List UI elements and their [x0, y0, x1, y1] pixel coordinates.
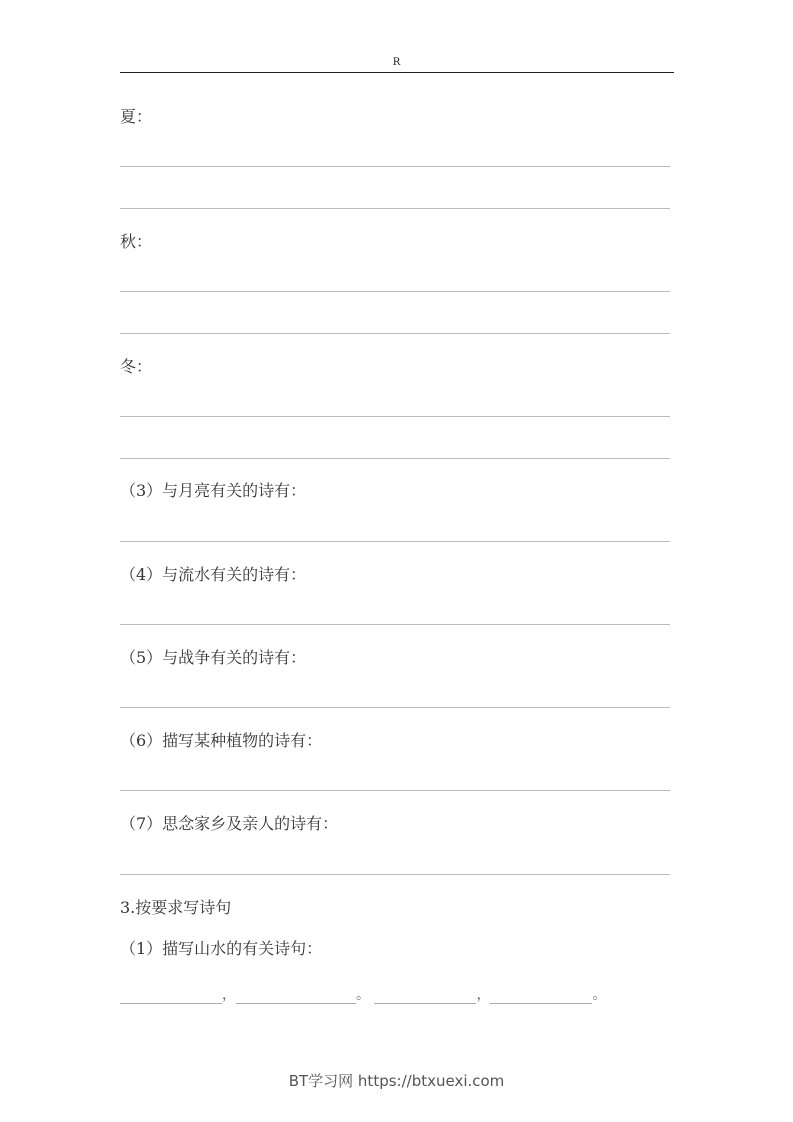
comma: ， — [476, 987, 491, 1003]
blank[interactable] — [490, 989, 592, 1004]
period: 。 — [592, 987, 607, 1003]
blank[interactable] — [374, 989, 476, 1004]
winter-label: 冬： — [120, 357, 153, 376]
answer-line[interactable] — [120, 458, 670, 459]
answer-line[interactable] — [120, 874, 670, 875]
summer-label: 夏： — [120, 107, 153, 126]
answer-line[interactable] — [120, 624, 670, 625]
blank[interactable] — [120, 989, 222, 1004]
question-water: （4）与流水有关的诗有： — [120, 565, 307, 584]
footer-watermark: BT学习网 https://btxuexi.com — [288, 1072, 505, 1090]
page-header-mark: R — [392, 57, 401, 68]
answer-line[interactable] — [120, 416, 670, 417]
blank[interactable] — [236, 989, 356, 1004]
question-moon: （3）与月亮有关的诗有： — [120, 481, 307, 500]
answer-line[interactable] — [120, 208, 670, 209]
section-3-title: 3.按要求写诗句 — [120, 898, 232, 917]
answer-line[interactable] — [120, 541, 670, 542]
header-rule — [120, 72, 674, 73]
comma: ， — [222, 987, 236, 1003]
answer-line[interactable] — [120, 333, 670, 334]
autumn-label: 秋： — [120, 232, 153, 251]
period: 。 — [356, 987, 370, 1003]
fill-blanks — [120, 984, 606, 1004]
answer-line[interactable] — [120, 166, 670, 167]
question-landscape: （1）描写山水的有关诗句： — [120, 939, 323, 958]
question-plant: （6）描写某种植物的诗有： — [120, 731, 323, 750]
answer-line[interactable] — [120, 707, 670, 708]
answer-line[interactable] — [120, 291, 670, 292]
question-war: （5）与战争有关的诗有： — [120, 648, 307, 667]
question-homesick: （7）思念家乡及亲人的诗有： — [120, 814, 339, 833]
answer-line[interactable] — [120, 790, 670, 791]
